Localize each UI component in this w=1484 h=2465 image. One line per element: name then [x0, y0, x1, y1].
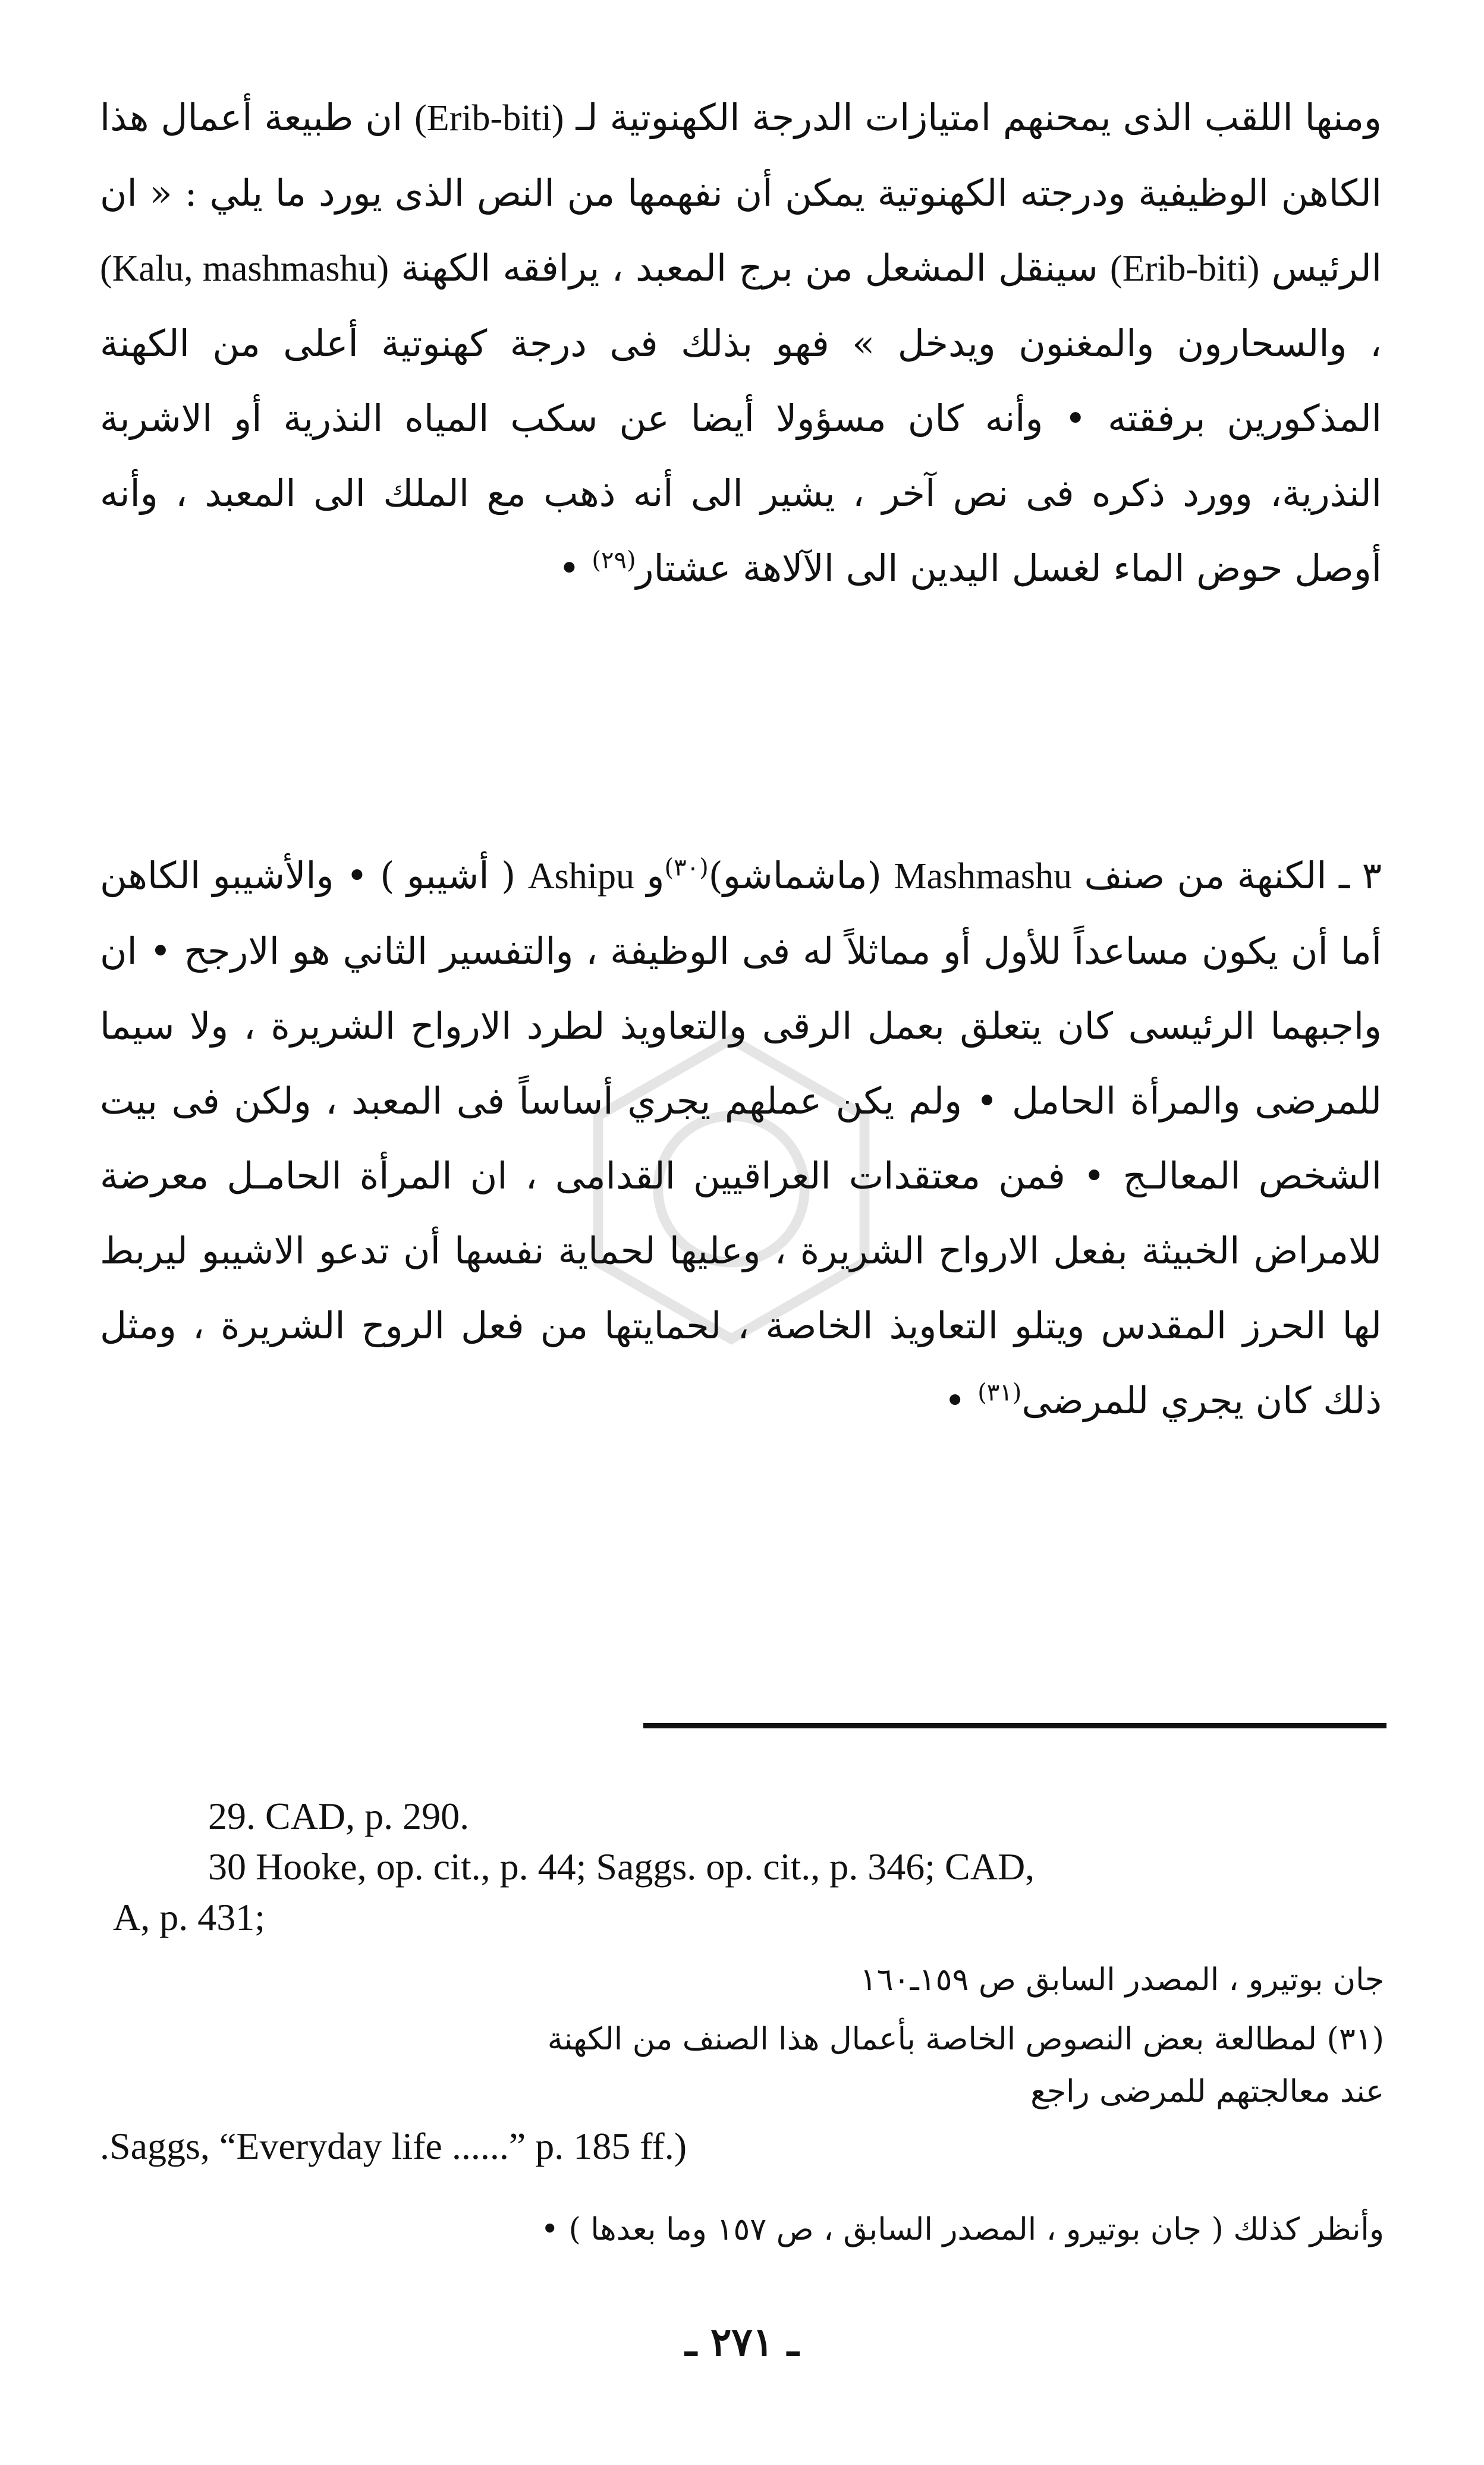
paragraph-1-text-b: ان طبيعة أعمال هذا الكاهن الوظيفية ودرجته الكهنوتية يمكن أن نفهمها من النص الذى يورد ما يلي : « ان الرئيس [100, 96, 1382, 290]
term-ashipu: Ashipu [527, 856, 634, 897]
paragraph-2-number: ٣ ـ الكنهة من صنف [1072, 854, 1382, 897]
footnote-30-arabic: جان بوتيرو ، المصدر السابق ص ١٥٩ـ١٦٠ [860, 1962, 1384, 1998]
footnote-ref-30[interactable]: (٣٠) [664, 854, 709, 882]
term-erib-biti-1: (Erib-biti) [414, 98, 564, 139]
paragraph-1-text-d: ، والسحارون والمغنون ويدخل » فهو بذلك فى درجة كهنوتية أعلى من الكهنة المذكورين برفقته • وأنه كان مسؤولا أيضا عن سكب المياه النذرية أو الاشربة النذرية، وورد ذكره فى نص آخر ، يشير الى أنه ذهب مع الملك الى المعبد ، وأنه أوصل حوض الماء لغسل اليدين الى الآلاهة عشتار [100, 322, 1382, 590]
paragraph-2-text-a: (ماشماشو) [708, 854, 894, 897]
paragraph-1 [100, 80, 1382, 606]
paragraph-1-end: • [558, 546, 592, 590]
footnote-31-arabic-2: وأنظر كذلك ( جان بوتيرو ، المصدر السابق ، ص ١٥٧ وما بعدها ) • [540, 2212, 1384, 2247]
footnote-30-line-1: 30 Hooke, op. cit., p. 44; Saggs. op. cit., p. 346; CAD, [208, 1845, 1035, 1888]
page-number: ـ ٢٧١ ـ [685, 2319, 799, 2365]
paragraph-2-end: • [944, 1379, 978, 1422]
term-mashmashu: Mashmashu [894, 856, 1073, 897]
paragraph-2 [100, 838, 1382, 1438]
paragraph-1-text-c: سينقل المشعل من برج المعبد ، يرافقه الكهنة [389, 246, 1111, 290]
footnote-30-line-2: A, p. 431; [113, 1896, 265, 1938]
footnote-31-line-2: عند معالجتهم للمرضى راجع [1030, 2074, 1384, 2109]
footnote-29: 29. CAD, p. 290. [208, 1795, 470, 1837]
footnote-31-line-1: (٣١) لمطالعة بعض النصوص الخاصة بأعمال هذا الصنف من الكهنة [547, 2021, 1384, 2057]
term-erib-biti-2: (Erib-biti) [1110, 249, 1260, 289]
footnote-31-english: .Saggs, “Everyday life ......” p. 185 ff.) [100, 2125, 687, 2167]
paragraph-2-text-c: ( أشيبو ) • والأشيبو الكاهن أما أن يكون مساعداً للأول أو مماثلاً له فى الوظيفة ، والتفسير الثاني هو الارجح • ان واجبهما الرئيسى كان يتعلق بعمل الرقى والتعاويذ لطرد الارواح الشريرة ، ولا سيما للمرضى والمرأة الحامل • ولم يكن عملهم يجري أساساً فى المعبد ، ولكن فى بيت الشخص المعالـج • فمن معتقدات العراقيين القدامى ، ان المرأة الحامـل معرضة للامراض الخبيثة بفعل الارواح الشريرة ، وعليها لحماية نفسها أن تدعو الاشيبو ليربط لها الحرز المقدس ويتلو التعاويذ الخاصة ، لحمايتها من فعل الروح الشريرة ، ومثل ذلك كان يجري للمرضى [100, 854, 1382, 1422]
paragraph-1-text-a: ومنها اللقب الذى يمحنهم امتيازات الدرجة الكهنوتية لـ [564, 96, 1382, 139]
term-kalu-mashmashu: (Kalu, mashmashu) [100, 249, 389, 289]
footnote-ref-29[interactable]: (٢٩) [592, 546, 636, 574]
footnote-ref-31[interactable]: (٣١) [977, 1379, 1022, 1407]
paragraph-2-text-b: و [634, 854, 665, 897]
footnote-divider [643, 1723, 1386, 1728]
